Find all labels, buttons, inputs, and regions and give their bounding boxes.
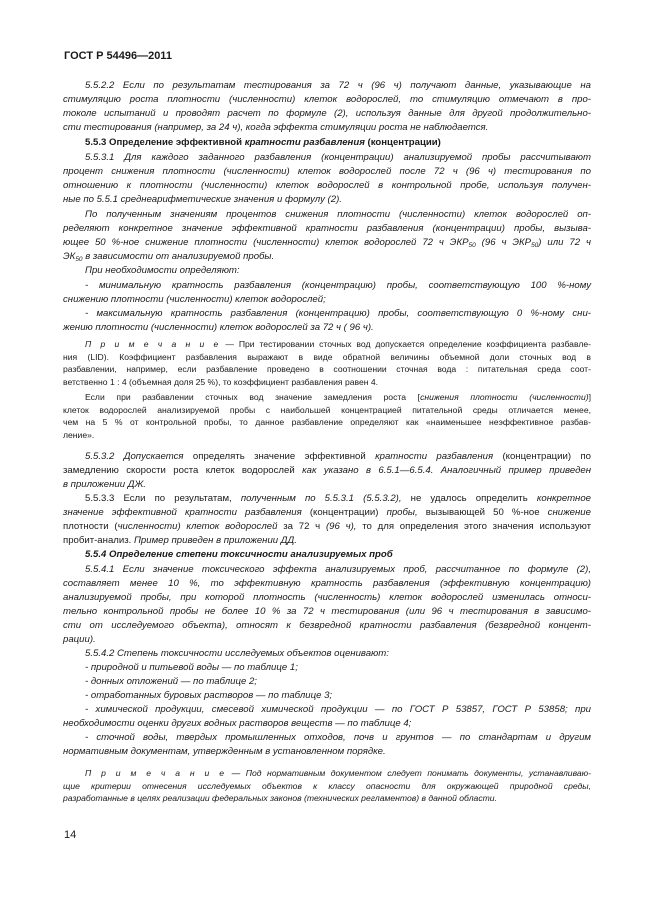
text-line: чем на 5 % от контрольной пробы, то данное разбавление определяют как «наименьшее неэффективное разбав- [63,417,591,427]
note-label: П р и м е ч а н и е [85,768,227,778]
text-run: ) или 72 ч [538,237,591,248]
text-run: ] [588,392,591,402]
section-heading-5-5-4 [63,548,591,562]
text-line: ния (LID). Коэффициент разбавления выражают в виде обратной величины объемной доли сточных вод в [63,351,591,362]
text-line [63,492,591,506]
text-run: вызывающей 50 %-ное [417,507,548,518]
text-run: полученным по 5.5.3.1 (5.5.3.2), [240,493,402,504]
text-line: анализируемой пробы, при которой плотность (численность) клеток водорослей изменилась относи- [63,592,591,603]
text-run: Если при разбавлении сточных вод значение замедления роста [ [85,392,421,402]
text-run: определять значение эффективной [183,451,376,462]
text-line: ределяют конкретное значение эффективной кратности разбавления (концентрации) пробы, вызыва- [63,223,591,234]
text-run: в зависимости от анализируемой пробы. [82,251,275,262]
text-run: (концентрации) по [493,451,591,462]
text-line: процент снижения плотности (численности) клеток водорослей после 72 ч (96 ч) тестирования по [63,166,591,177]
text-line [63,767,591,780]
paragraph-need [63,264,591,278]
heading-emphasis: кратности разбавления [244,137,365,148]
text-line: рации). [63,634,96,645]
section-heading-5-5-3 [63,136,591,150]
heading-line [63,136,591,150]
text-line [63,391,591,404]
note-dilution-factor [63,338,591,388]
paragraph-5-5-4-1 [63,563,591,647]
text-line: По полученным значениям процентов снижения плотности (численности) клеток водорослей оп- [85,209,591,220]
paragraph-5-5-3-2 [63,450,591,492]
text-run: ющее 50 %-ное снижение плотности (численности) клеток водорослей 72 ч ЭКР [63,237,469,248]
text-line: стимуляцию роста плотности (численности) клеток водорослей, то стимуляцию отмечают в про- [63,94,591,105]
text-line: тельно контрольной пробы не более 10 % за 72 ч тестирования (или 96 ч тестирования в зависимо- [63,606,591,617]
text-run: конкретное [536,493,592,504]
text-line: 5.5.4.2 Степень токсичности исследуемых объектов оценивают: [85,648,389,659]
text-line [63,338,591,351]
text-line: разбавлении, например, если разбавление проведено в соотношении сточная вода : питательная среда соот- [63,364,591,374]
subscript: 50 [531,242,539,249]
text-run: значение эффективной кратности разбавления [63,507,302,518]
note-least-ineffective [63,391,591,441]
text-run: снижения плотности (численности) [420,392,589,402]
text-line: клеток водорослей анализируемой пробы с наибольшей концентрацией питательной среды отличается менее, [63,404,591,415]
heading-line: 5.5.4 Определение степени токсичности анализируемых проб [85,549,393,560]
text-run: за 72 ч [277,521,326,532]
text-run: — Под нормативным документом следует понимать документы, устанавливаю- [226,768,591,778]
text-line: - минимальную кратность разбавления (концентрацию) пробы, соответствующую 100 %-ному [85,280,591,291]
text-line: - максимальную кратность разбавления (концентрацию) пробы, соответствующую 0 %-ному сни- [85,308,591,319]
text-run: как указано в 6.5.1—6.5.4. Аналогичный пример приведен [302,465,591,476]
subscript: 50 [75,256,83,263]
text-line: ветственно 1 : 4 (объемная доля 25 %), то коэффициент разбавления равен 4. [63,376,379,387]
text-run: (концентрации) [301,507,387,518]
text-line: в приложении ДЖ. [63,479,146,490]
text-run: то для определения этого значения используют [356,521,592,532]
list-item: - отработанных буровых растворов — по таблице 3; [85,690,333,701]
paragraph-5-5-2-2 [63,79,591,135]
text-line: щие критерии отнесения исследуемых объектов к классу опасности для окружающей природной среды, [63,780,591,791]
text-run: плотности ( [63,521,118,532]
text-line: При необходимости определяют: [85,265,240,276]
document-header: ГОСТ Р 54496—2011 [64,50,172,62]
list-item: - сточной воды, твердых промышленных отходов, почв и грунтов — по стандартам и другим [85,732,591,743]
list-item-minimum [63,279,591,307]
heading-text: 5.5.3 Определение эффективной [85,137,245,148]
text-line: 5.5.2.2 Если по результатам тестирования за 72 ч (96 ч) получают данные, указывающие на [85,80,591,91]
note-normative-document [63,767,591,805]
text-run: замедлению скорости роста клеток водорослей [63,465,303,476]
list-item-maximum [63,307,591,335]
text-line [63,250,591,264]
text-line: нормативным документам, утвержденным в установленном порядке. [63,746,386,757]
note-label: П р и м е ч а н и е [85,339,221,349]
text-line [63,236,591,250]
text-line [63,520,591,534]
text-run: кратности разбавления [375,451,494,462]
text-line: разработанные в целях реализации федеральных законов (технических регламентов) в данной области. [63,793,497,803]
text-line [63,450,591,464]
paragraph-5-5-3-1 [63,151,591,207]
paragraph-values [63,208,591,264]
paragraph-5-5-3-3 [63,492,591,548]
text-run: пробы, [386,507,418,518]
text-line: 5.5.3.1 Для каждого заданного разбавления (концентрации) анализируемой пробы рассчитывают [85,152,591,163]
text-line: сти от исследуемого объекта), относят к безвредной кратности разбавления (безвредной концент- [63,620,591,631]
text-run: пробит-анализ. [63,535,134,546]
list-item: - донных отложений — по таблице 2; [85,676,257,687]
text-run: (96 ч), [325,521,357,532]
text-line: ные по 5.5.1 среднеарифметические значения и формулу (2). [63,194,342,205]
text-line: необходимости оценки других водных растворов веществ — по таблице 4; [63,718,412,729]
text-run: ЭК [63,251,76,262]
text-line: сти тестирования (например, за 24 ч), когда эффекта стимуляции роста не наблюдается. [63,122,489,133]
text-line: отношению к плотности (численности) клеток водорослей в контрольной пробе, используя получен- [63,180,591,191]
text-line: снижению плотности (численности) клеток водорослей; [63,294,326,305]
text-run: 5.5.3.2 Допускается [85,451,184,462]
text-run: Пример приведен в приложении ДД. [133,535,297,546]
heading-tail: (концентрации) [364,137,441,148]
text-run: 5.5.3.3 Если по результатам, [85,493,241,504]
text-line [63,506,591,520]
paragraph-5-5-4-2 [63,647,591,759]
text-line: 5.5.4.1 Если значение токсического эффекта анализируемых проб, рассчитанное по формуле (2), [85,564,591,575]
text-line: жению плотности (численности) клеток водорослей за 72 ч ( 96 ч). [63,322,374,333]
text-run: численности) клеток водорослей [117,521,278,532]
text-line [63,464,591,478]
list-item: - природной и питьевой воды — по таблице 1; [85,662,298,673]
text-run: снижение [547,507,591,518]
text-line: токоле испытаний и проводят расчет по формуле (2), используя данные для другой продолжительно- [63,108,591,119]
text-run: (96 ч ЭКР [475,237,532,248]
text-line [63,534,591,548]
list-item: - химической продукции, смесевой химической продукции — по ГОСТ Р 53857, ГОСТ Р 53858; при [85,704,591,715]
text-line: ление». [63,429,95,440]
text-run: не удалось определить [401,493,537,504]
page-number: 14 [64,829,77,841]
text-run: — При тестировании сточных вод допускается определение коэффициента разбавле- [220,339,591,349]
text-line: составляет менее 10 %, то эффективную кратность разбавления (эффективную концентрацию) [63,578,591,589]
subscript: 50 [468,242,476,249]
